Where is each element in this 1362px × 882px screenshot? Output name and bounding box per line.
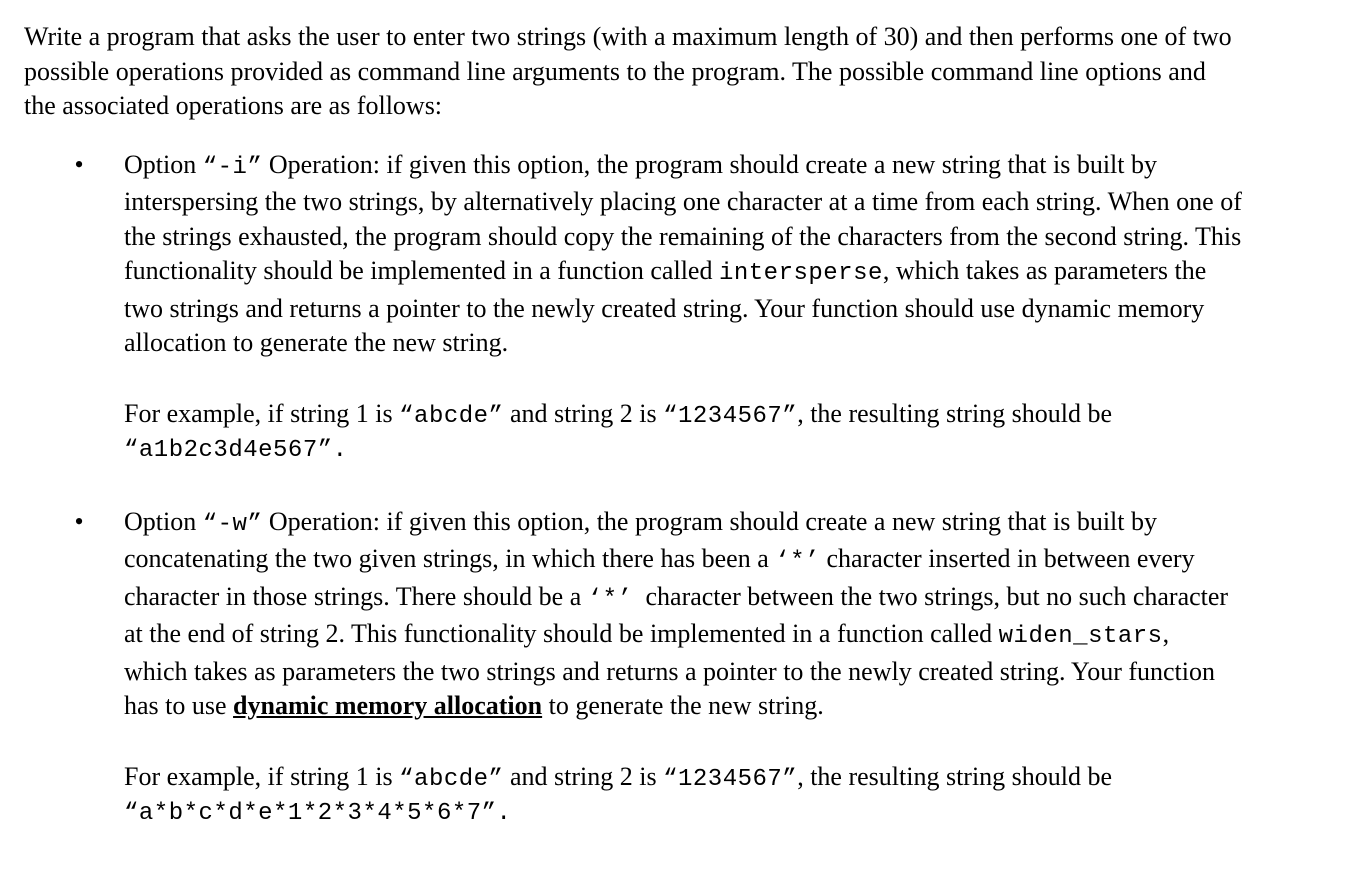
example-line [124, 760, 1342, 798]
option-w-example [124, 760, 1342, 832]
option-text: at the end of string 2. This functionality should be implemented in a function called [124, 619, 999, 648]
option-text: , which takes as parameters the [882, 256, 1207, 285]
option-text: character between the two strings, but no such character [632, 581, 1229, 611]
option-text: character inserted in between every [819, 544, 1195, 573]
example-string-1: “abcde” [399, 765, 504, 793]
bullet-icon: • [74, 149, 84, 179]
option-w-line: which takes as parameters the two strings and returns a pointer to the newly created string. Your function [124, 656, 1215, 686]
option-text: to generate the new string. [542, 691, 824, 720]
star-char: ‘*’ [775, 548, 820, 575]
option-flag: “-w” [202, 510, 263, 538]
star-char: ‘*’ [587, 585, 633, 613]
example-result: “a1b2c3d4e567”. [124, 437, 348, 464]
option-text: character in those strings. There should be a [124, 581, 588, 611]
example-string-2: “1234567” [663, 402, 798, 430]
document-page [24, 20, 1342, 832]
option-w-line [124, 505, 1342, 543]
example-text: and string 2 is [503, 398, 664, 428]
option-w-line [124, 580, 1342, 618]
option-text: Operation: if given this option, the program should create a new string that is built by [268, 149, 1157, 179]
option-w-line [124, 542, 1342, 580]
emphasis-text: dynamic memory allocation [233, 691, 543, 720]
option-w-line [124, 617, 1342, 655]
option-text: Operation: if given this option, the program should create a new string that is built by [268, 506, 1157, 536]
example-string-1: “abcde” [399, 402, 504, 430]
intro-line: Write a program that asks the user to enter two strings (with a maximum length of 30) and then performs one of two [24, 22, 1232, 51]
option-text: has to use [124, 691, 234, 720]
function-name: widen_stars [998, 623, 1163, 650]
option-text: concatenating the two given strings, in which there has been a [124, 544, 776, 573]
option-text: functionality should be implemented in a function called [124, 256, 719, 285]
option-flag: “-i” [202, 153, 263, 181]
example-text: , the resulting string should be [797, 761, 1113, 791]
option-i-line [124, 254, 1342, 292]
option-i-item [24, 148, 1342, 469]
option-i-line: the strings exhausted, the program should copy the remaining of the characters from the second string. This [124, 221, 1242, 251]
intro-line: the associated operations are as follows: [24, 91, 443, 120]
example-text: and string 2 is [503, 761, 664, 791]
example-string-2: “1234567” [663, 765, 798, 793]
option-i-line: interspersing the two strings, by alternatively placing one character at a time from each string. When one of [124, 187, 1242, 216]
example-text: , the resulting string should be [797, 398, 1113, 428]
example-line [124, 397, 1342, 435]
option-w-description [124, 505, 1342, 724]
option-i-line [124, 148, 1342, 186]
intro-line: possible operations provided as command line arguments to the program. The possible command line options and [24, 56, 1206, 86]
option-text: , [1162, 619, 1170, 648]
function-name: intersperse [718, 260, 883, 287]
option-label: Option [124, 149, 203, 179]
option-i-description [124, 148, 1342, 361]
option-label: Option [124, 506, 203, 536]
example-text: For example, if string 1 is [124, 398, 400, 428]
intro-paragraph [24, 20, 1342, 124]
example-result: “a*b*c*d*e*1*2*3*4*5*6*7”. [124, 800, 512, 827]
option-w-line [124, 689, 1342, 724]
option-i-line: two strings and returns a pointer to the newly created string. Your function should use dynamic memory [124, 293, 1205, 323]
option-w-item [24, 505, 1342, 832]
option-i-example [124, 397, 1342, 469]
example-text: For example, if string 1 is [124, 761, 400, 791]
option-i-line: allocation to generate the new string. [124, 328, 509, 357]
bullet-icon: • [74, 506, 84, 536]
